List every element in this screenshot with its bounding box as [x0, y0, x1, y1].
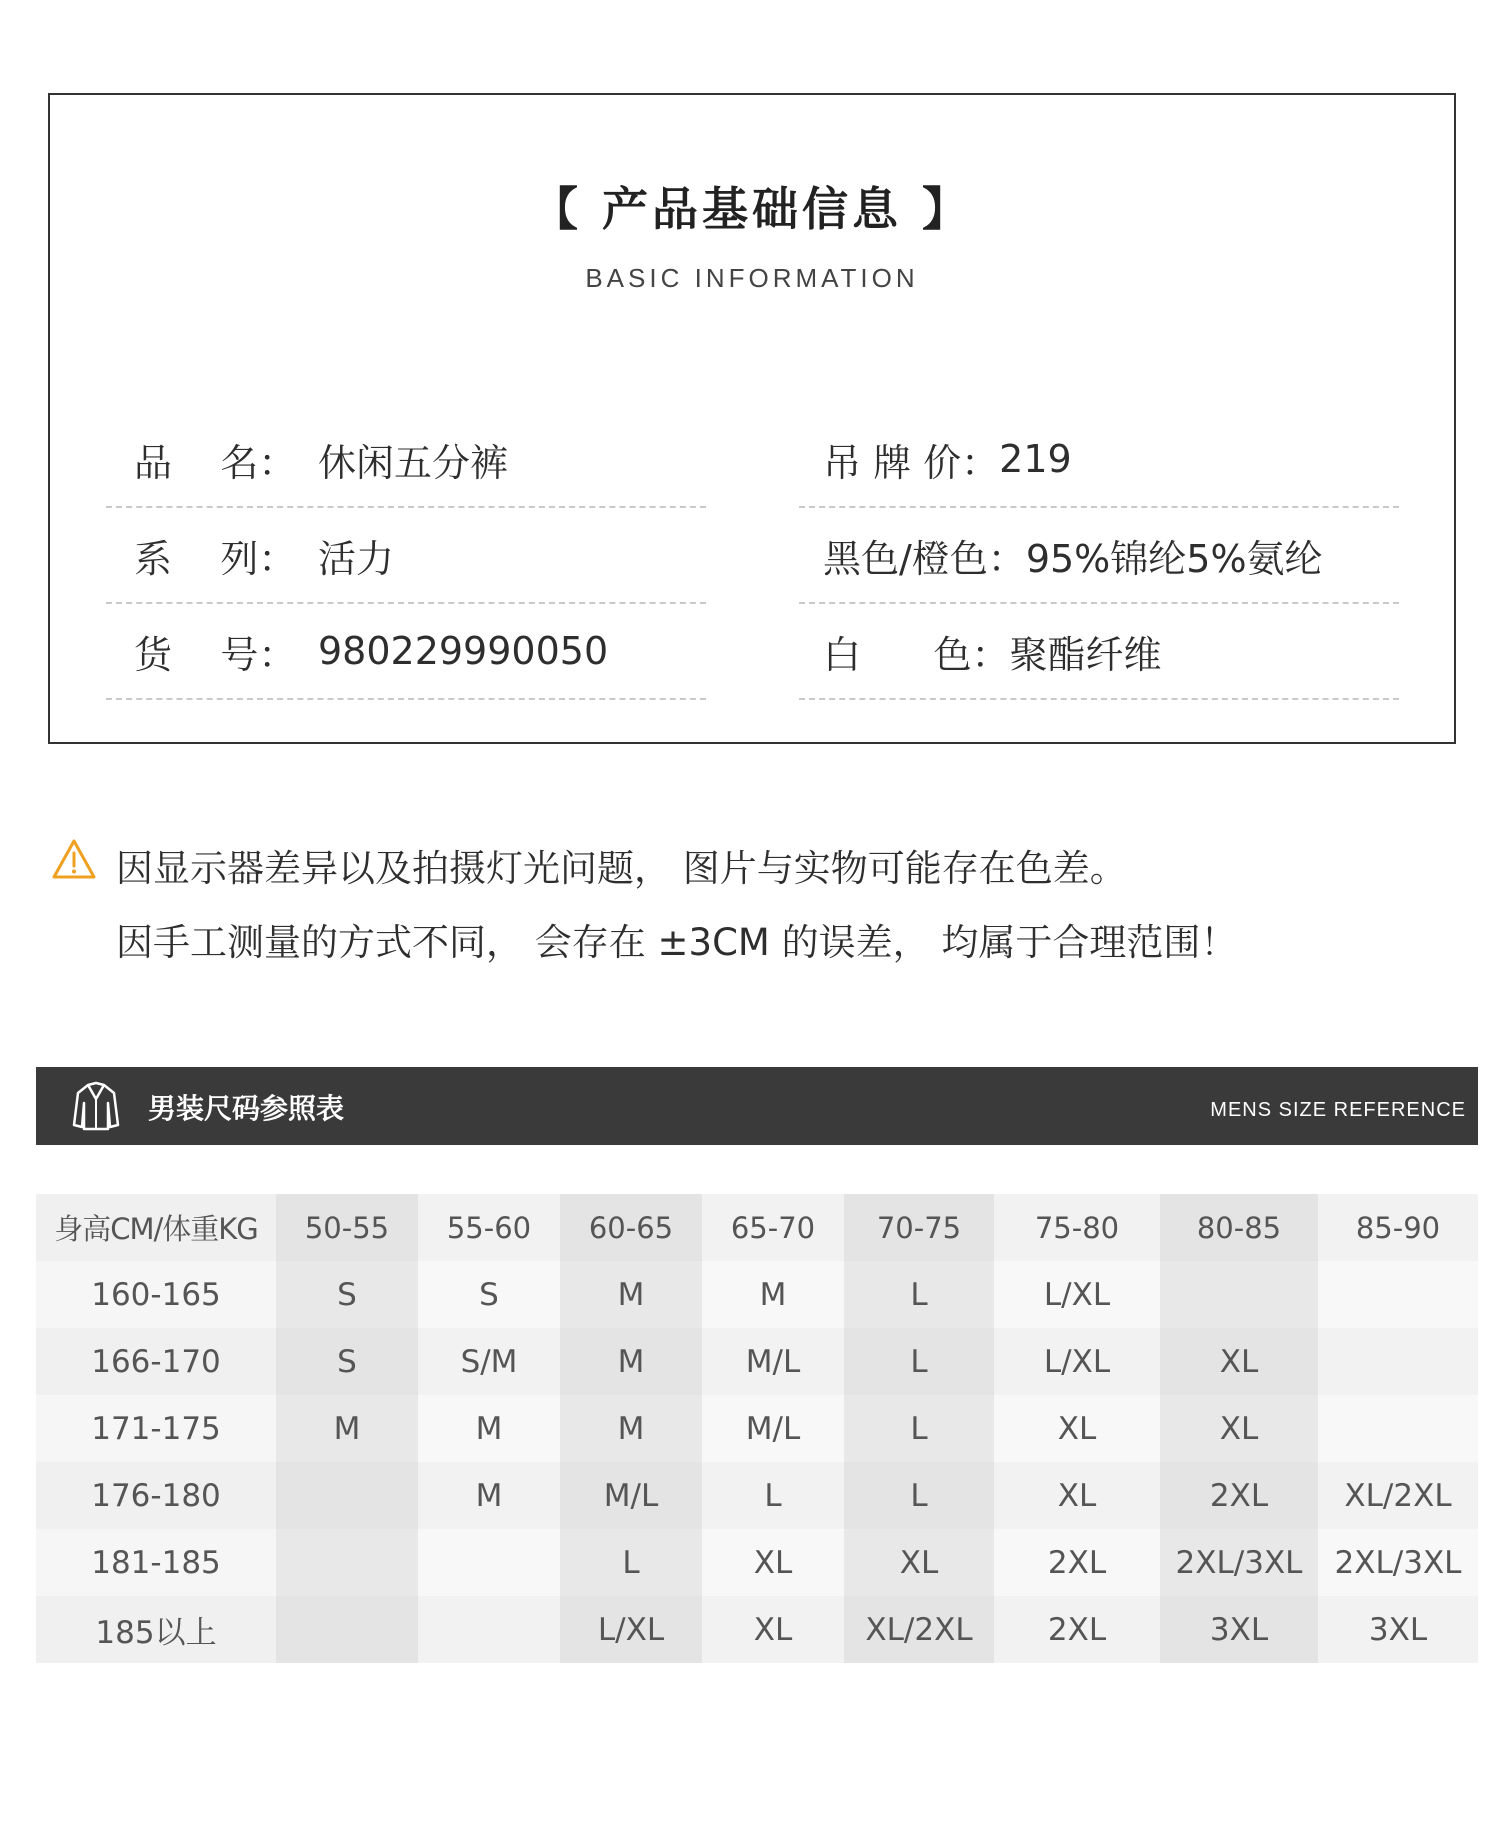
height-cell: 185以上 — [36, 1596, 276, 1663]
size-cell: XL — [1160, 1328, 1318, 1395]
size-cell: L — [844, 1328, 994, 1395]
size-cell — [276, 1462, 418, 1529]
size-cell: M — [418, 1462, 560, 1529]
size-cell: 2XL — [1160, 1462, 1318, 1529]
size-cell: XL — [994, 1462, 1160, 1529]
info-row-white-fabric — [799, 604, 1399, 700]
weight-header: 80-85 — [1160, 1194, 1318, 1261]
size-cell: 2XL — [994, 1596, 1160, 1663]
table-row — [36, 1395, 1478, 1462]
table-row — [36, 1462, 1478, 1529]
info-row-tag-price — [799, 412, 1399, 508]
info-label: 吊 牌 价： — [823, 440, 1000, 485]
weight-header: 85-90 — [1318, 1194, 1478, 1261]
size-cell: L/XL — [994, 1328, 1160, 1395]
size-cell: L — [702, 1462, 844, 1529]
info-row-black-orange-fabric — [799, 508, 1399, 604]
size-cell: XL — [1160, 1395, 1318, 1462]
height-cell: 181-185 — [36, 1529, 276, 1596]
info-row-series — [106, 508, 706, 604]
size-cell: XL — [702, 1529, 844, 1596]
weight-header: 50-55 — [276, 1194, 418, 1261]
size-cell: M/L — [702, 1328, 844, 1395]
disclaimer-line-1: 因显示器差异以及拍摄灯光问题， 图片与实物可能存在色差。 — [116, 847, 1127, 890]
size-cell: 3XL — [1160, 1596, 1318, 1663]
info-value: 95%锦纶5%氨纶 — [1025, 536, 1323, 581]
size-chart-title: 男装尺码参照表 — [148, 1092, 345, 1125]
size-reference-table — [36, 1194, 1478, 1663]
basic-info-panel — [48, 93, 1456, 744]
info-value: 219 — [999, 437, 1072, 481]
height-cell: 171-175 — [36, 1395, 276, 1462]
size-cell: S — [418, 1261, 560, 1328]
size-cell: L — [560, 1529, 702, 1596]
size-cell: L — [844, 1462, 994, 1529]
table-row — [36, 1529, 1478, 1596]
info-row-product-name — [106, 412, 706, 508]
weight-header: 70-75 — [844, 1194, 994, 1261]
size-chart-header — [36, 1067, 1478, 1145]
size-cell: L/XL — [560, 1596, 702, 1663]
size-cell: M — [560, 1261, 702, 1328]
info-value: 980229990050 — [318, 629, 609, 673]
size-cell: XL — [702, 1596, 844, 1663]
table-row — [36, 1261, 1478, 1328]
weight-header: 55-60 — [418, 1194, 560, 1261]
info-value: 休闲五分裤 — [318, 440, 509, 485]
size-cell: S — [276, 1261, 418, 1328]
info-label: 黑色/橙色： — [823, 536, 1026, 581]
size-cell: XL — [994, 1395, 1160, 1462]
info-row-item-number — [106, 604, 706, 700]
warning-triangle-icon — [52, 838, 96, 880]
table-row — [36, 1596, 1478, 1663]
size-cell: M — [276, 1395, 418, 1462]
info-label: 品 名： — [134, 440, 297, 485]
size-cell: M — [702, 1261, 844, 1328]
table-row — [36, 1328, 1478, 1395]
info-value: 聚酯纤维 — [1009, 632, 1162, 677]
table-header-row — [36, 1194, 1478, 1261]
size-cell: M/L — [560, 1462, 702, 1529]
basic-info-subtitle: BASIC INFORMATION — [585, 263, 919, 293]
size-cell: XL/2XL — [1318, 1462, 1478, 1529]
size-cell — [1318, 1261, 1478, 1328]
size-cell — [418, 1529, 560, 1596]
size-cell — [1160, 1261, 1318, 1328]
info-label: 货 号： — [134, 632, 297, 677]
size-cell: XL/2XL — [844, 1596, 994, 1663]
size-cell: M — [560, 1328, 702, 1395]
size-cell — [1318, 1328, 1478, 1395]
height-cell: 176-180 — [36, 1462, 276, 1529]
size-chart-title-en: MENS SIZE REFERENCE — [1210, 1099, 1466, 1121]
weight-header: 60-65 — [560, 1194, 702, 1261]
size-cell: 2XL/3XL — [1318, 1529, 1478, 1596]
size-cell — [276, 1596, 418, 1663]
size-cell: 2XL — [994, 1529, 1160, 1596]
height-cell: 160-165 — [36, 1261, 276, 1328]
size-cell: 3XL — [1318, 1596, 1478, 1663]
size-cell: XL — [844, 1529, 994, 1596]
size-cell: M — [560, 1395, 702, 1462]
size-cell: 2XL/3XL — [1160, 1529, 1318, 1596]
basic-info-title: 【 产品基础信息 】 — [531, 182, 973, 236]
size-cell: S/M — [418, 1328, 560, 1395]
size-cell: M/L — [702, 1395, 844, 1462]
size-cell: M — [418, 1395, 560, 1462]
disclaimer-line-2: 因手工测量的方式不同， 会存在 ±3CM 的误差， 均属于合理范围！ — [116, 921, 1238, 964]
size-cell: L — [844, 1395, 994, 1462]
jacket-icon — [70, 1079, 122, 1133]
weight-header: 75-80 — [994, 1194, 1160, 1261]
size-cell: L/XL — [994, 1261, 1160, 1328]
size-cell — [1318, 1395, 1478, 1462]
size-cell: S — [276, 1328, 418, 1395]
size-cell — [418, 1596, 560, 1663]
size-cell: L — [844, 1261, 994, 1328]
height-cell: 166-170 — [36, 1328, 276, 1395]
weight-header: 65-70 — [702, 1194, 844, 1261]
info-value: 活力 — [318, 536, 395, 581]
info-label: 白 色： — [823, 632, 1010, 677]
info-label: 系 列： — [134, 536, 297, 581]
size-cell — [276, 1529, 418, 1596]
corner-label: 身高CM/体重KG — [36, 1194, 276, 1261]
